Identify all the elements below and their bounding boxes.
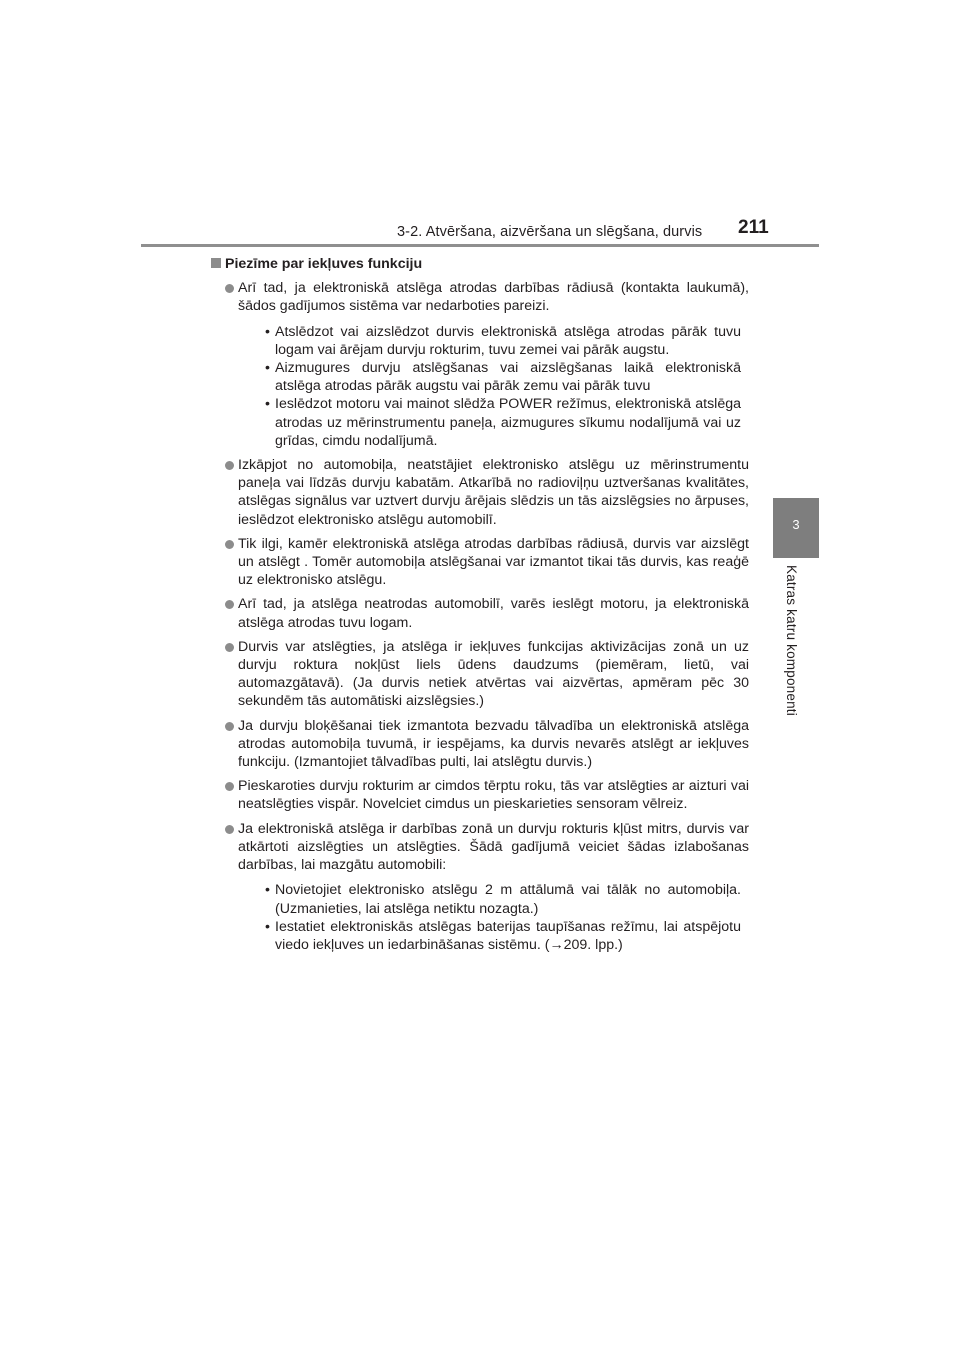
circle-bullet-icon [225,284,234,293]
square-bullet-icon [211,258,221,268]
note-item [211,279,749,450]
note-text: Durvis var atslēgties, ja atslēga ir iekļuves funkcijas aktivizācijas zonā un uz durvju roktura nokļūst liels ūdens daudzums (piemēram, lietū, vai automazgātavā). (Ja durvis netiek atvērtas vai aizvērtas, apmēram pēc 30 sekundēm tās automātiski aizslēgsies.) [238,638,749,710]
sub-item [238,323,749,359]
bullet-icon: • [265,918,270,935]
note-item [211,595,749,631]
sub-item [238,395,749,450]
sub-item [238,359,749,395]
bullet-icon: • [265,360,270,377]
header-divider [141,244,819,247]
sub-item-text: Iestatiet elektroniskās atslēgas baterijas taupīšanas režīmu, lai atspējotu viedo iekļuves un iedarbināšanas sistēmu. (→209. lpp.) [275,918,741,953]
note-text: Arī tad, ja elektroniskā atslēga atrodas darbības rādiusā (kontakta laukumā), šādos gadījumos sistēma var nedarboties pareizi. [238,280,749,315]
section-heading-text: Piezīme par iekļuves funkciju [225,256,423,272]
circle-bullet-icon [225,461,234,470]
note-text: Tik ilgi, kamēr elektroniskā atslēga atrodas darbības rādiusā, durvis var aizslēgt un atslēgt . Tomēr automobiļa atslēgšanai var izmantot tikai tās durvis, kas reaģē uz elektronisko atslēgu. [238,535,749,589]
note-item [211,717,749,772]
circle-bullet-icon [225,600,234,609]
sub-list [238,323,749,450]
sub-item [238,881,749,917]
chapter-number: 3 [792,517,800,532]
circle-bullet-icon [225,722,234,731]
bullet-icon: • [265,396,270,413]
sub-list [238,881,749,954]
note-text: Pieskaroties durvju rokturim ar cimdos tērptu roku, tās var atslēgties ar aizturi vai neatslēgties vispār. Novelciet cimdus un pieskarieties sensoram vēlreiz. [238,778,749,813]
note-item [211,535,749,590]
note-text: Ja elektroniskā atslēga ir darbības zonā un durvju rokturis kļūst mitrs, durvis var atkārtoti aizslēgties un atslēgties. Šādā gadījumā veiciet šādas izlabošanas darbības, lai mazgātu automobili: [238,820,749,874]
section-title: 3-2. Atvēršana, aizvēršana un slēgšana, durvis [397,224,703,240]
section-heading [211,255,749,273]
bullet-icon: • [265,323,270,340]
sub-item-text: Atslēdzot vai aizslēdzot durvis elektroniskā atslēga atrodas pārāk tuvu logam vai ārējam durvju rokturim, tuvu zemei vai pārāk augstu. [275,323,741,358]
chapter-label: Katras katru komponenti [784,565,799,716]
page-number: 211 [738,217,769,238]
circle-bullet-icon [225,540,234,549]
note-item [211,638,749,711]
note-text: Arī tad, ja atslēga neatrodas automobilī, varēs ieslēgt motoru, ja elektroniskā atslēga atrodas tuvu logam. [238,596,749,631]
circle-bullet-icon [225,643,234,652]
page-content [211,255,749,954]
note-text: Izkāpjot no automobiļa, neatstājiet elektronisko atslēgu uz mērinstrumentu paneļa vai līdzās durvju kabatām. Atkarībā no radioviļņu uztveršanas kvalitātes, atslēgas signālus var uztvert durvju ārējais slēdzis un tās aizslēgsies no ārpuses, ieslēdzot elektronisko atslēgu automobilī. [238,457,749,528]
note-text: Ja durvju bloķēšanai tiek izmantota bezvadu tālvadība un elektroniskā atslēga atrodas automobiļa tuvumā, ir iespējams, ka durvis nevarēs atslēgt ar iekļuves funkciju. (Izmantojiet tālvadības pulti, lai atslēgtu durvis.) [238,717,749,771]
sub-item-text: Aizmugures durvju atslēgšanas vai aizslēgšanas laikā elektroniskā atslēga atrodas pārāk augstu vai pārāk zemu vai pārāk tuvu [275,360,741,395]
note-item [211,820,749,954]
chapter-tab [773,498,819,558]
note-item [211,777,749,813]
sub-item-text: Novietojiet elektronisko atslēgu 2 m attālumā vai tālāk no automobiļa. (Uzmanieties, lai atslēga netiktu nozagta.) [275,882,741,917]
circle-bullet-icon [225,825,234,834]
sub-item-text: Ieslēdzot motoru vai mainot slēdža POWER režīmus, elektroniskā atslēga atrodas uz mērinstrumentu paneļa, aizmugures sīkumu nodalījumā vai uz grīdas, cimdu nodalījumā. [275,396,741,449]
note-item [211,456,749,529]
sub-item [238,918,749,954]
circle-bullet-icon [225,782,234,791]
bullet-icon: • [265,882,270,899]
